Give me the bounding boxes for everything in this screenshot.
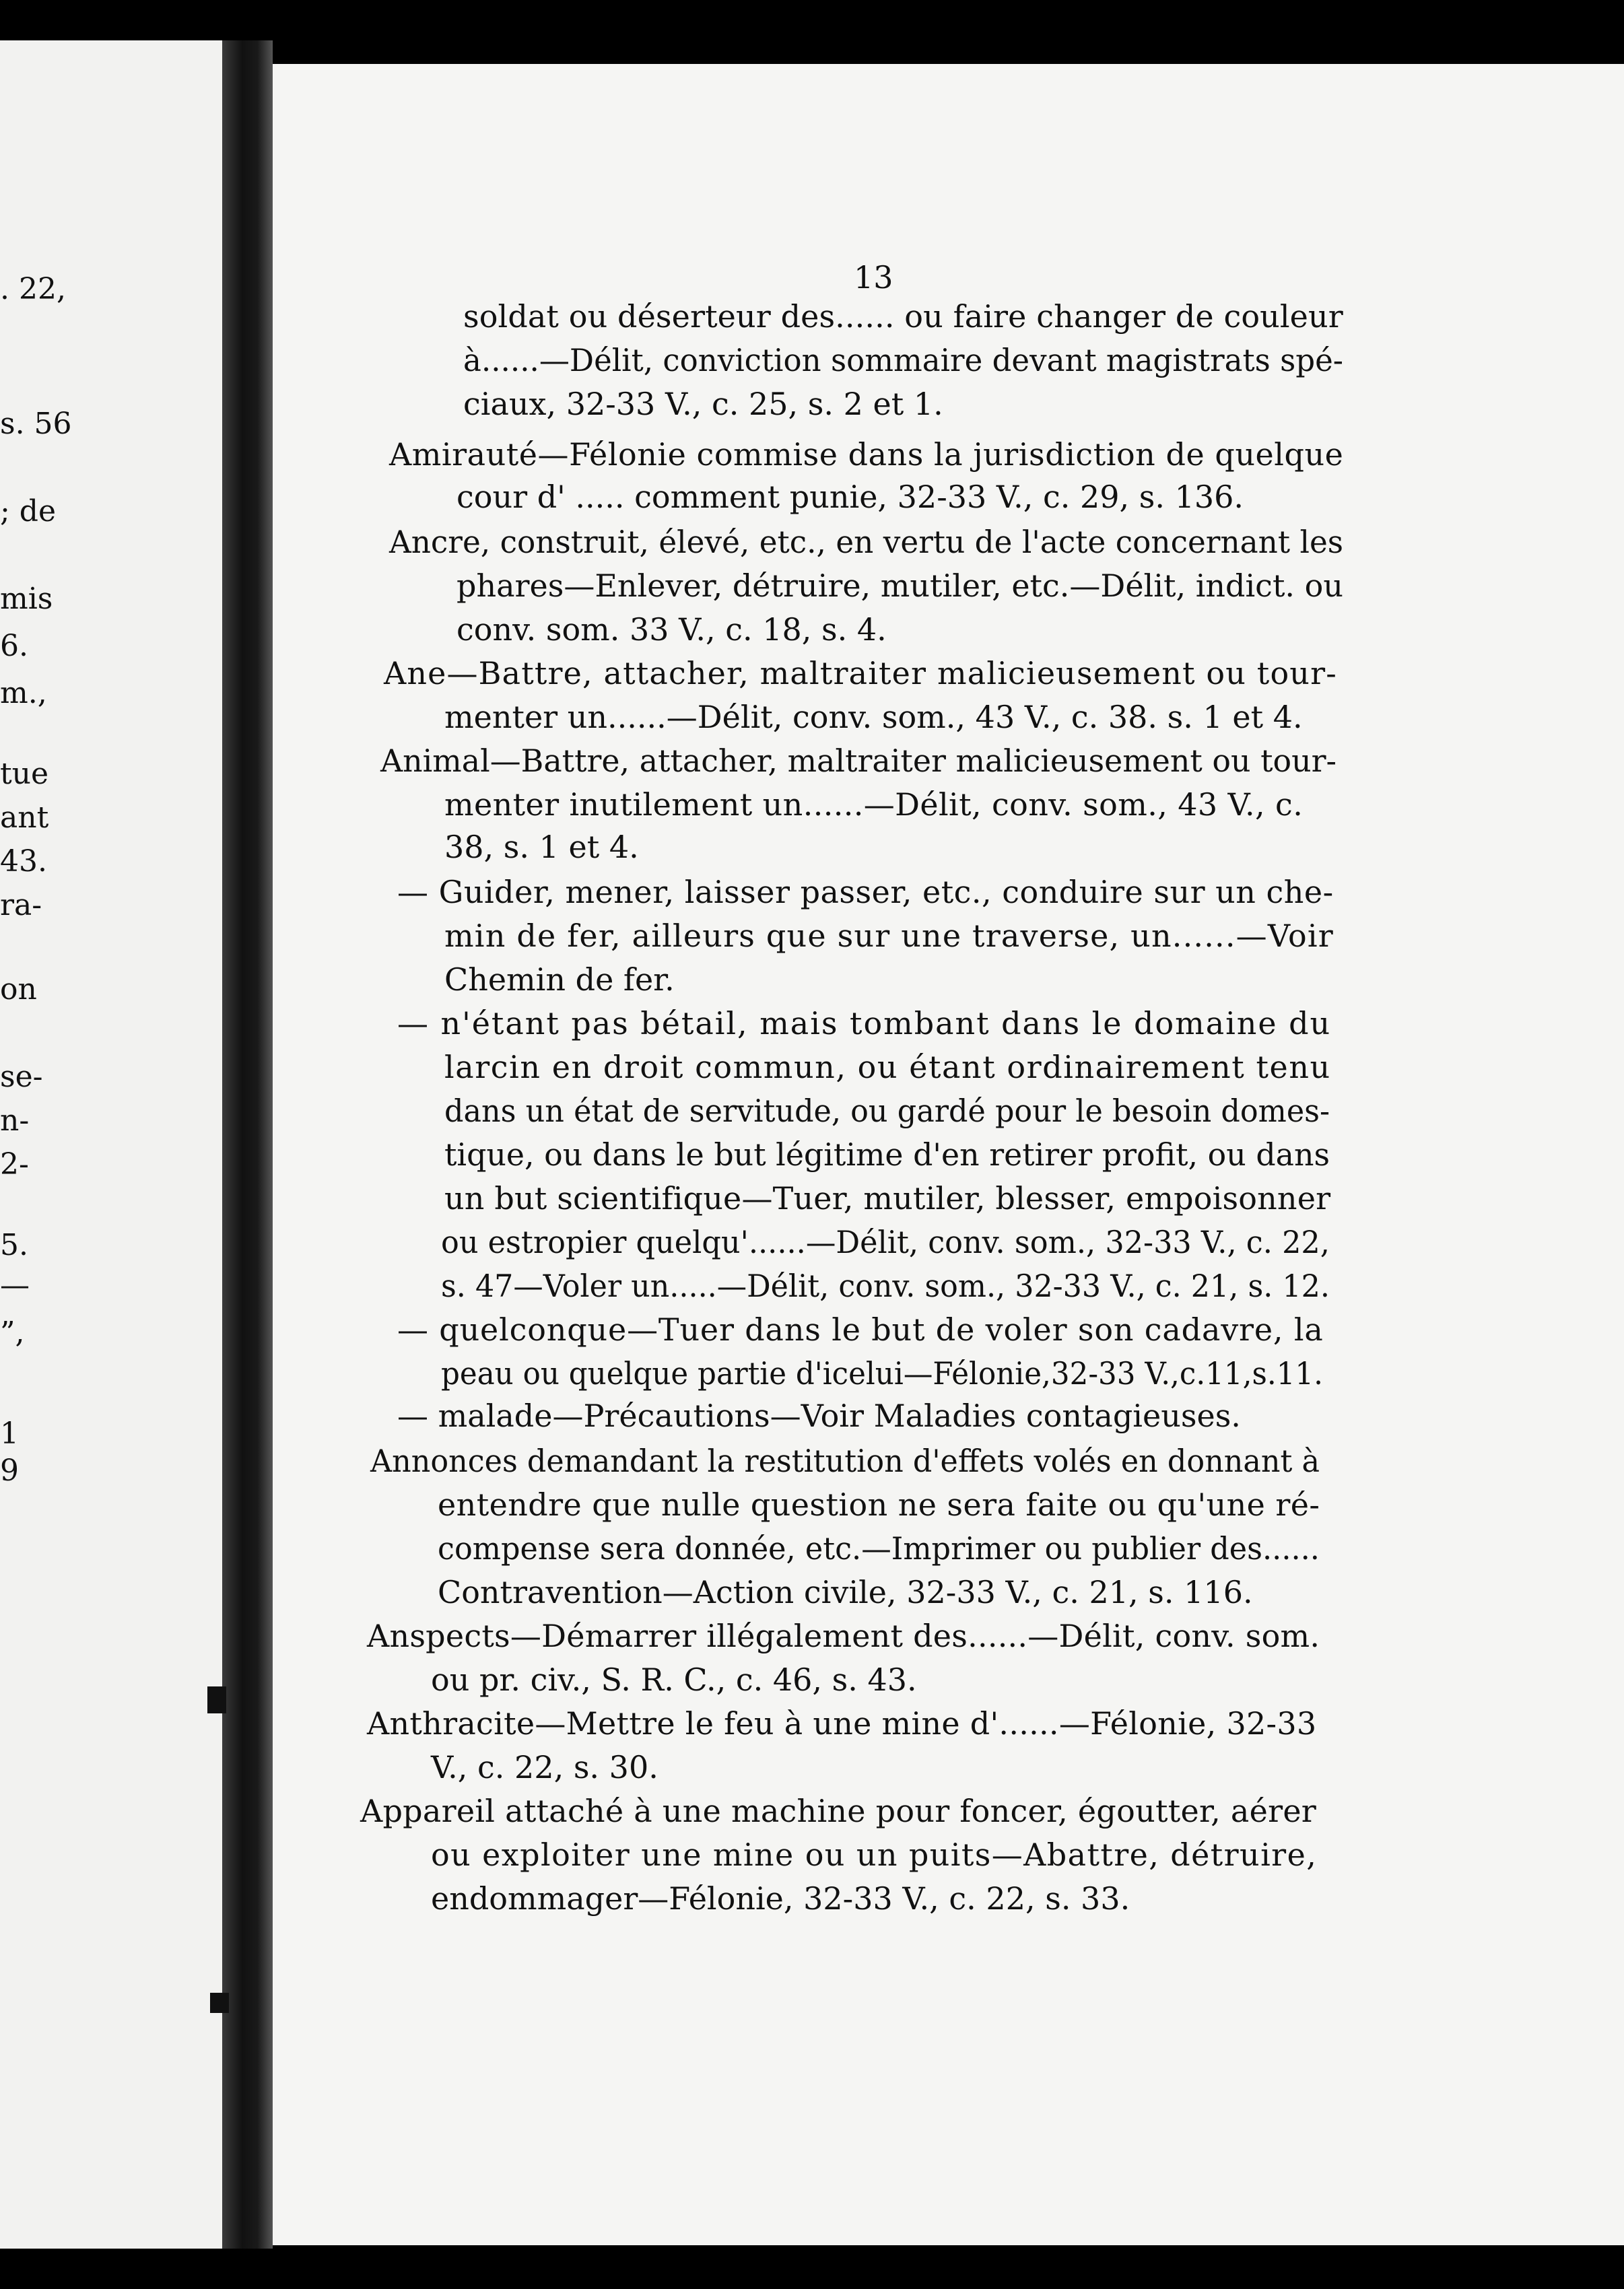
left-page-fragment: n- bbox=[0, 1103, 30, 1138]
left-page-fragment: ra- bbox=[0, 888, 42, 922]
left-page-fragment: on bbox=[0, 972, 37, 1006]
text-line: V., c. 22, s. 30. bbox=[431, 1749, 658, 1785]
text-line: cour d' ..... comment punie, 32-33 V., c. 29, s. 136. bbox=[456, 479, 1244, 515]
left-page-fragment: 43. bbox=[0, 844, 47, 879]
text-line: Ancre, construit, élevé, etc., en vertu de l'acte concernant les bbox=[389, 524, 1344, 560]
left-page-fragment: m., bbox=[0, 676, 47, 710]
left-page-fragment: s. 56 bbox=[0, 407, 72, 441]
text-line: ou exploiter une mine ou un puits—Abattre, détruire, bbox=[431, 1837, 1318, 1873]
text-line: ou pr. civ., S. R. C., c. 46, s. 43. bbox=[431, 1662, 917, 1698]
text-line: Amirauté—Félonie commise dans la jurisdiction de quelque bbox=[389, 436, 1344, 473]
left-page-fragment: ”, bbox=[0, 1316, 25, 1350]
text-line: Ane—Battre, attacher, maltraiter malicieusement ou tour- bbox=[384, 655, 1337, 691]
left-page-fragment: 6. bbox=[0, 629, 28, 663]
left-page-fragment: . 22, bbox=[0, 272, 66, 306]
text-line: dans un état de servitude, ou gardé pour le besoin domes- bbox=[444, 1093, 1330, 1129]
text-line: min de fer, ailleurs que sur une traverse, un......—Voir bbox=[444, 918, 1334, 954]
text-line: s. 47—Voler un.....—Délit, conv. som., 32-33 V., c. 21, s. 12. bbox=[441, 1268, 1330, 1304]
text-line: conv. som. 33 V., c. 18, s. 4. bbox=[456, 611, 887, 648]
text-line: — Guider, mener, laisser passer, etc., conduire sur un che- bbox=[397, 874, 1334, 910]
text-line: 38, s. 1 et 4. bbox=[444, 829, 639, 865]
text-line: phares—Enlever, détruire, mutiler, etc.—Délit, indict. ou bbox=[456, 568, 1343, 604]
text-line: Animal—Battre, attacher, maltraiter malicieusement ou tour- bbox=[380, 743, 1337, 779]
binding-clip bbox=[210, 1993, 229, 2013]
left-page-fragment: 2- bbox=[0, 1147, 29, 1182]
text-line: menter un......—Délit, conv. som., 43 V., c. 38. s. 1 et 4. bbox=[444, 699, 1303, 735]
text-line: tique, ou dans le but légitime d'en retirer profit, ou dans bbox=[444, 1136, 1330, 1173]
page-number: 13 bbox=[854, 259, 893, 296]
left-page-fragment: mis bbox=[0, 582, 53, 616]
text-line: — quelconque—Tuer dans le but de voler son cadavre, la bbox=[397, 1311, 1324, 1348]
text-line: Chemin de fer. bbox=[444, 961, 675, 998]
text-line: Appareil attaché à une machine pour foncer, égoutter, aérer bbox=[360, 1793, 1317, 1829]
left-page-fragment: 1 bbox=[0, 1416, 19, 1451]
text-line: à......—Délit, conviction sommaire devant magistrats spé- bbox=[463, 342, 1343, 378]
left-page-fragment: se- bbox=[0, 1060, 43, 1094]
left-page-fragment: 9 bbox=[0, 1454, 19, 1488]
left-page-fragment: ant bbox=[0, 800, 49, 835]
text-line: endommager—Félonie, 32-33 V., c. 22, s. 33. bbox=[431, 1880, 1130, 1917]
text-line: peau ou quelque partie d'icelui—Félonie,32-33 V.,c.11,s.11. bbox=[441, 1355, 1324, 1392]
text-line: — malade—Précautions—Voir Maladies contagieuses. bbox=[397, 1398, 1241, 1434]
book-spine bbox=[222, 40, 273, 2249]
text-line: — n'étant pas bétail, mais tombant dans le domaine du bbox=[397, 1005, 1332, 1041]
left-page-fragment: 5. bbox=[0, 1228, 28, 1262]
text-line: ciaux, 32-33 V., c. 25, s. 2 et 1. bbox=[463, 386, 943, 422]
text-line: menter inutilement un......—Délit, conv. som., 43 V., c. bbox=[444, 786, 1304, 823]
text-line: Anthracite—Mettre le feu à une mine d'......—Félonie, 32-33 bbox=[367, 1705, 1317, 1742]
text-line: Annonces demandant la restitution d'effets volés en donnant à bbox=[370, 1443, 1320, 1479]
text-line: Anspects—Démarrer illégalement des......—Délit, conv. som. bbox=[367, 1618, 1320, 1654]
text-line: Contravention—Action civile, 32-33 V., c. 21, s. 116. bbox=[438, 1574, 1253, 1610]
text-line: compense sera donnée, etc.—Imprimer ou publier des...... bbox=[438, 1530, 1320, 1567]
text-line: ou estropier quelqu'......—Délit, conv. som., 32-33 V., c. 22, bbox=[441, 1224, 1330, 1260]
text-line: soldat ou déserteur des...... ou faire changer de couleur bbox=[463, 298, 1343, 335]
left-page-fragment: ; de bbox=[0, 494, 57, 528]
text-line: larcin en droit commun, ou étant ordinairement tenu bbox=[444, 1049, 1331, 1085]
text-line: un but scientifique—Tuer, mutiler, blesser, empoisonner bbox=[444, 1180, 1331, 1217]
left-page-fragment: tue bbox=[0, 757, 49, 791]
text-line: entendre que nulle question ne sera faite ou qu'une ré- bbox=[438, 1487, 1320, 1523]
left-page-fragment: — bbox=[0, 1268, 30, 1303]
binding-clip bbox=[207, 1686, 226, 1713]
